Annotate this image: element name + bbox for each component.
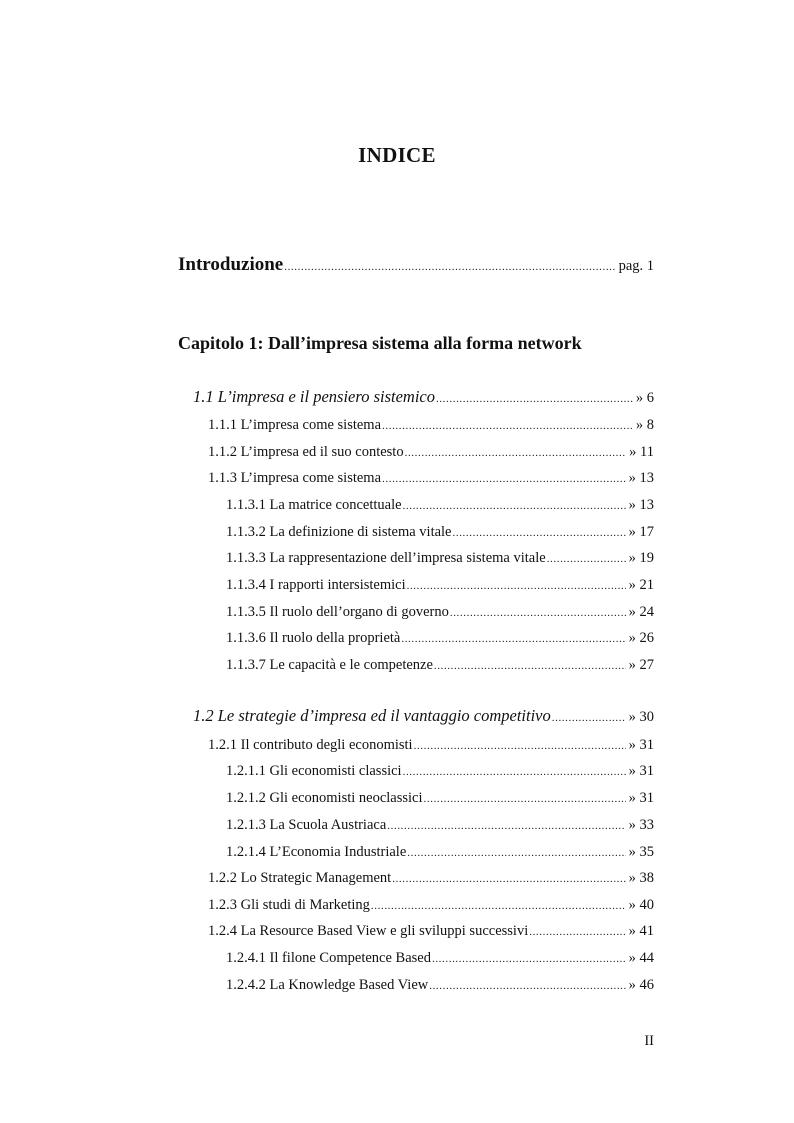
toc-entry-subsection[interactable] bbox=[208, 869, 654, 889]
toc-entry-label: 1.1.3.1 La matrice concettuale bbox=[226, 497, 402, 513]
toc-entry-page: » 31 bbox=[628, 737, 654, 753]
toc-entry-section[interactable] bbox=[193, 388, 654, 408]
toc-entry-page: » 8 bbox=[635, 417, 654, 433]
dot-leader bbox=[552, 709, 626, 727]
dot-leader bbox=[429, 977, 625, 995]
toc-entry-label: 1.1.3.3 La rappresentazione dell’impresa sistema vitale bbox=[226, 550, 546, 566]
dot-leader bbox=[407, 844, 625, 862]
toc-entry-page: » 46 bbox=[628, 977, 654, 993]
toc-entry-subsection[interactable] bbox=[208, 443, 654, 463]
toc-entry-label: 1.2.1.3 La Scuola Austriaca bbox=[226, 817, 387, 833]
toc-entry-label: 1.2.1 Il contributo degli economisti bbox=[208, 737, 413, 753]
toc-entry-page: » 31 bbox=[628, 790, 654, 806]
toc-entry-page: » 17 bbox=[628, 524, 654, 540]
toc-entry-subsubsection[interactable] bbox=[226, 762, 654, 782]
toc-entry-subsubsection[interactable] bbox=[226, 656, 654, 676]
toc-entry-page: » 6 bbox=[635, 390, 654, 406]
toc-entry-subsubsection[interactable] bbox=[226, 976, 654, 996]
toc-entry-section[interactable] bbox=[193, 707, 654, 727]
toc-entry-label: 1.2 Le strategie d’impresa ed il vantaggio competitivo bbox=[193, 706, 551, 725]
dot-leader bbox=[387, 817, 625, 835]
toc-entry-label: 1.1.3.2 La definizione di sistema vitale bbox=[226, 524, 452, 540]
toc-entry-subsubsection[interactable] bbox=[226, 843, 654, 863]
toc-entry-label: 1.2.1.4 L’Economia Industriale bbox=[226, 844, 407, 860]
toc-entry-page: pag. 1 bbox=[618, 258, 654, 274]
toc-entry-subsection[interactable] bbox=[208, 896, 654, 916]
toc-entry-page: » 13 bbox=[628, 497, 654, 513]
dot-leader bbox=[424, 790, 626, 808]
toc-entry-subsubsection[interactable] bbox=[226, 523, 654, 543]
page-number: II bbox=[644, 1033, 654, 1049]
toc-entry-page: » 40 bbox=[628, 897, 654, 913]
dot-leader bbox=[401, 630, 625, 648]
toc-entry-subsubsection[interactable] bbox=[226, 549, 654, 569]
toc-entry-subsection[interactable] bbox=[208, 469, 654, 489]
toc-entry-subsubsection[interactable] bbox=[226, 576, 654, 596]
toc-entry-subsection[interactable] bbox=[208, 922, 654, 942]
toc-entry-page: » 11 bbox=[629, 444, 654, 460]
dot-leader bbox=[432, 950, 626, 968]
toc-entry-subsubsection[interactable] bbox=[226, 949, 654, 969]
toc-entry-page: » 31 bbox=[628, 763, 654, 779]
dot-leader bbox=[414, 737, 626, 755]
toc-entry-subsubsection[interactable] bbox=[226, 629, 654, 649]
page-title: INDICE bbox=[358, 143, 436, 167]
dot-leader bbox=[453, 524, 626, 542]
toc-entry-page: » 41 bbox=[628, 923, 654, 939]
toc-entry-introduction[interactable] bbox=[178, 254, 654, 278]
toc-entry-label: 1.2.3 Gli studi di Marketing bbox=[208, 897, 370, 913]
toc-entry-label: 1.1.1 L’impresa come sistema bbox=[208, 417, 382, 433]
dot-leader bbox=[529, 923, 625, 941]
toc-entry-subsubsection[interactable] bbox=[226, 603, 654, 623]
dot-leader bbox=[434, 657, 626, 675]
toc-entry-label: 1.1.3.6 Il ruolo della proprietà bbox=[226, 630, 401, 646]
toc-entry-subsubsection[interactable] bbox=[226, 496, 654, 516]
toc-entry-label: Introduzione bbox=[178, 254, 284, 275]
toc-entry-label: 1.2.1.1 Gli economisti classici bbox=[226, 763, 402, 779]
toc-entry-label: 1.2.4 La Resource Based View e gli sviluppi successivi bbox=[208, 923, 529, 939]
toc-entry-page: » 19 bbox=[628, 550, 654, 566]
toc-entry-label: 1.2.2 Lo Strategic Management bbox=[208, 870, 392, 886]
chapter-title: Capitolo 1: Dall’impresa sistema alla forma network bbox=[178, 333, 582, 353]
toc-entry-label: 1.2.1.2 Gli economisti neoclassici bbox=[226, 790, 423, 806]
dot-leader bbox=[547, 550, 626, 568]
toc-entry-page: » 35 bbox=[628, 844, 654, 860]
toc-entry-page: » 26 bbox=[628, 630, 654, 646]
toc-entry-subsubsection[interactable] bbox=[226, 816, 654, 836]
toc-entry-label: 1.1.3.5 Il ruolo dell’organo di governo bbox=[226, 604, 449, 620]
dot-leader bbox=[405, 444, 627, 462]
toc-entry-page: » 21 bbox=[628, 577, 654, 593]
toc-entry-label: 1.1.3.4 I rapporti intersistemici bbox=[226, 577, 406, 593]
dot-leader bbox=[392, 870, 625, 888]
toc-entry-page: » 30 bbox=[628, 709, 654, 725]
dot-leader bbox=[371, 897, 626, 915]
toc-entry-label: 1.1.3.7 Le capacità e le competenze bbox=[226, 657, 433, 673]
toc-entry-page: » 27 bbox=[628, 657, 654, 673]
toc-entry-subsection[interactable] bbox=[208, 736, 654, 756]
toc-entry-subsubsection[interactable] bbox=[226, 789, 654, 809]
dot-leader bbox=[403, 497, 626, 515]
dot-leader bbox=[436, 390, 633, 408]
dot-leader bbox=[382, 470, 626, 488]
toc-entry-page: » 33 bbox=[628, 817, 654, 833]
toc-entry-label: 1.1 L’impresa e il pensiero sistemico bbox=[193, 387, 435, 406]
toc-entry-page: » 24 bbox=[628, 604, 654, 620]
toc-entry-page: » 13 bbox=[628, 470, 654, 486]
toc-entry-label: 1.1.3 L’impresa come sistema bbox=[208, 470, 382, 486]
dot-leader bbox=[284, 256, 615, 278]
dot-leader bbox=[450, 604, 626, 622]
dot-leader bbox=[407, 577, 626, 595]
toc-entry-page: » 38 bbox=[628, 870, 654, 886]
toc-entry-label: 1.2.4.2 La Knowledge Based View bbox=[226, 977, 429, 993]
toc-entry-page: » 44 bbox=[628, 950, 654, 966]
toc-entry-label: 1.1.2 L’impresa ed il suo contesto bbox=[208, 444, 404, 460]
toc-entry-subsection[interactable] bbox=[208, 416, 654, 436]
dot-leader bbox=[382, 417, 633, 435]
toc-entry-label: 1.2.4.1 Il filone Competence Based bbox=[226, 950, 431, 966]
dot-leader bbox=[403, 763, 626, 781]
